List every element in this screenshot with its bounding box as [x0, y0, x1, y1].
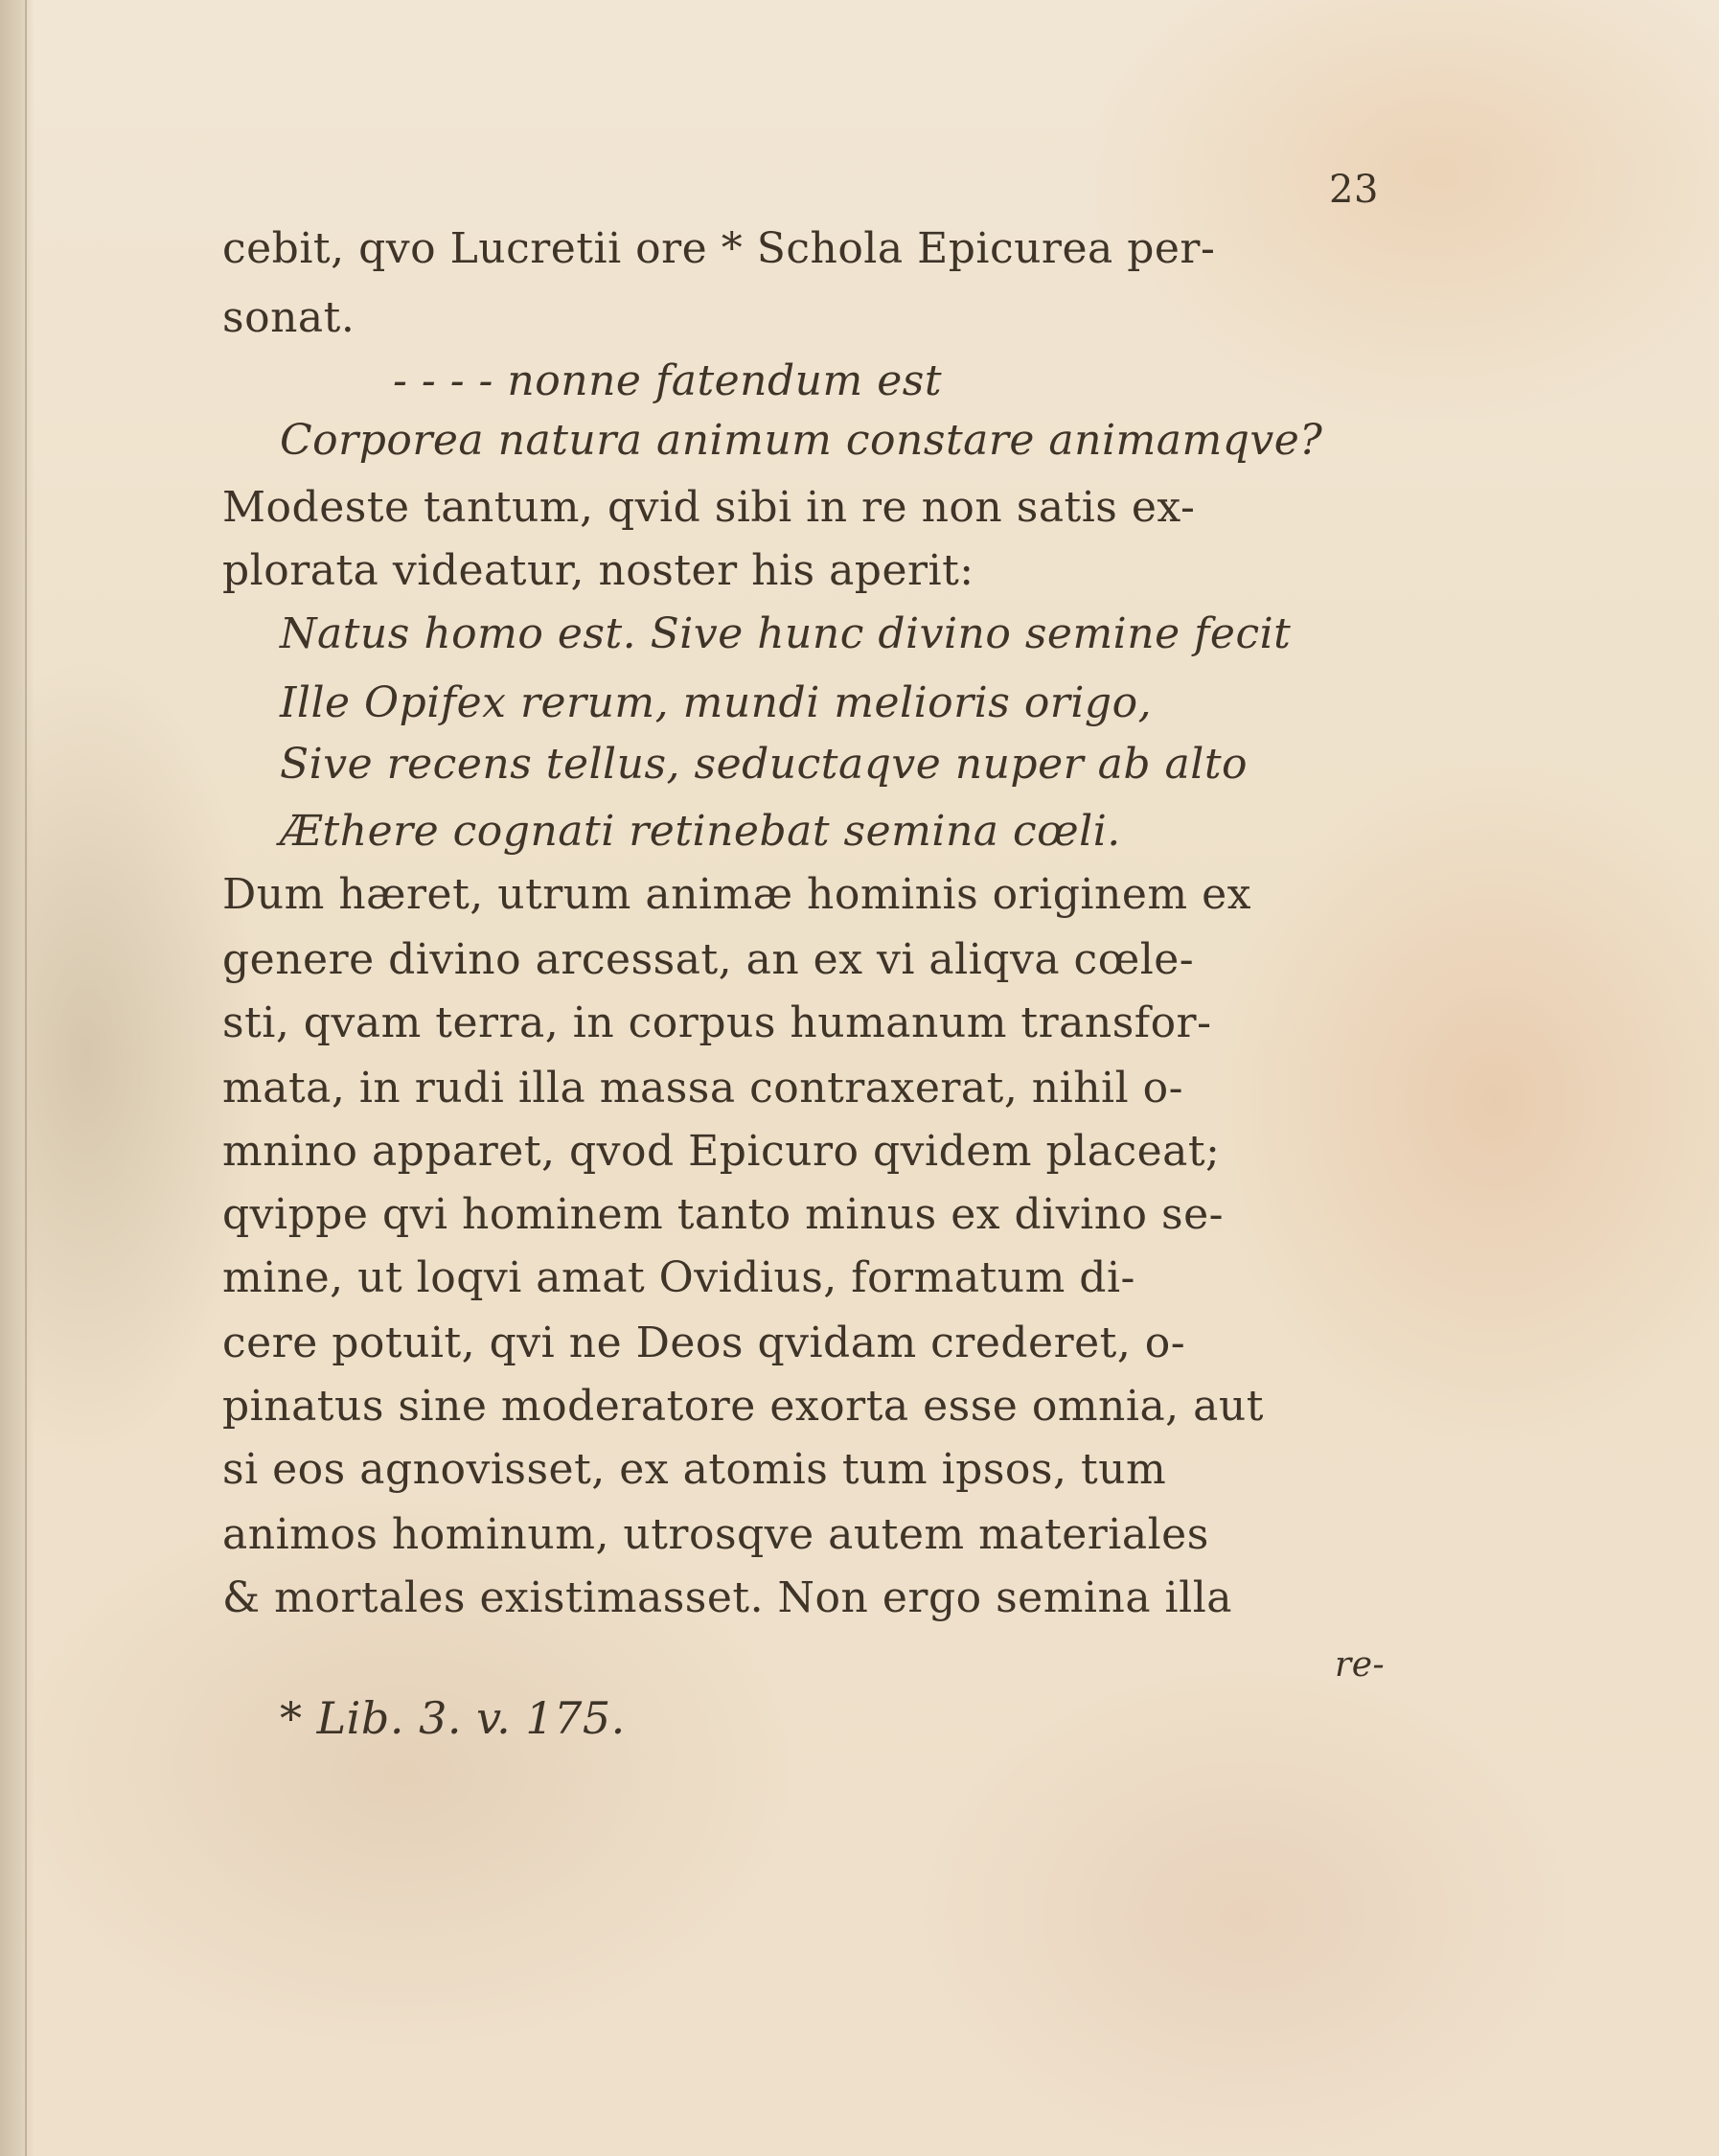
text-line: Modeste tantum, qvid sibi in re non satis ex- [222, 483, 1196, 532]
text-line: cere potuit, qvi ne Deos qvidam crederet, o- [222, 1319, 1186, 1367]
text-line: cebit, qvo Lucretii ore * Schola Epicurea per- [222, 224, 1216, 273]
verse-line: Corporea natura animum constare animamqve? [280, 416, 1323, 465]
text-line: plorata videatur, noster his aperit: [222, 546, 974, 595]
text-line: Dum hæret, utrum animæ hominis originem ex [222, 870, 1251, 919]
text-line: mine, ut loqvi amat Ovidius, formatum di- [222, 1253, 1135, 1302]
page-number: 23 [1329, 168, 1379, 212]
text-line: genere divino arcessat, an ex vi aliqva cœle- [222, 935, 1195, 984]
text-line: & mortales existimasset. Non ergo semina illa [222, 1573, 1233, 1622]
text-line: pinatus sine moderatore exorta esse omnia, aut [222, 1382, 1264, 1431]
verse-line: Æthere cognati retinebat semina cœli. [280, 807, 1121, 856]
text-line: si eos agnovisset, ex atomis tum ipsos, tum [222, 1445, 1167, 1494]
text-line: mnino apparet, qvod Epicuro qvidem placeat; [222, 1127, 1221, 1176]
text-line: animos hominum, utrosqve autem materiales [222, 1510, 1209, 1559]
text-line: mata, in rudi illa massa contraxerat, nihil o- [222, 1064, 1184, 1112]
text-line: sti, qvam terra, in corpus humanum transfor- [222, 998, 1212, 1047]
text-line: sonat. [222, 293, 355, 342]
verse-line: - - - - nonne fatendum est [393, 356, 943, 405]
verse-line: Sive recens tellus, seductaqve nuper ab alto [280, 740, 1249, 789]
catchword: re- [1335, 1645, 1386, 1685]
page-gutter [0, 0, 34, 2156]
verse-line: Natus homo est. Sive hunc divino semine fecit [280, 609, 1292, 658]
gutter-fold-line [25, 0, 27, 2156]
footnote: * Lib. 3. v. 175. [280, 1692, 626, 1744]
verse-line: Ille Opifex rerum, mundi melioris origo, [280, 678, 1153, 727]
text-line: qvippe qvi hominem tanto minus ex divino se- [222, 1190, 1224, 1239]
